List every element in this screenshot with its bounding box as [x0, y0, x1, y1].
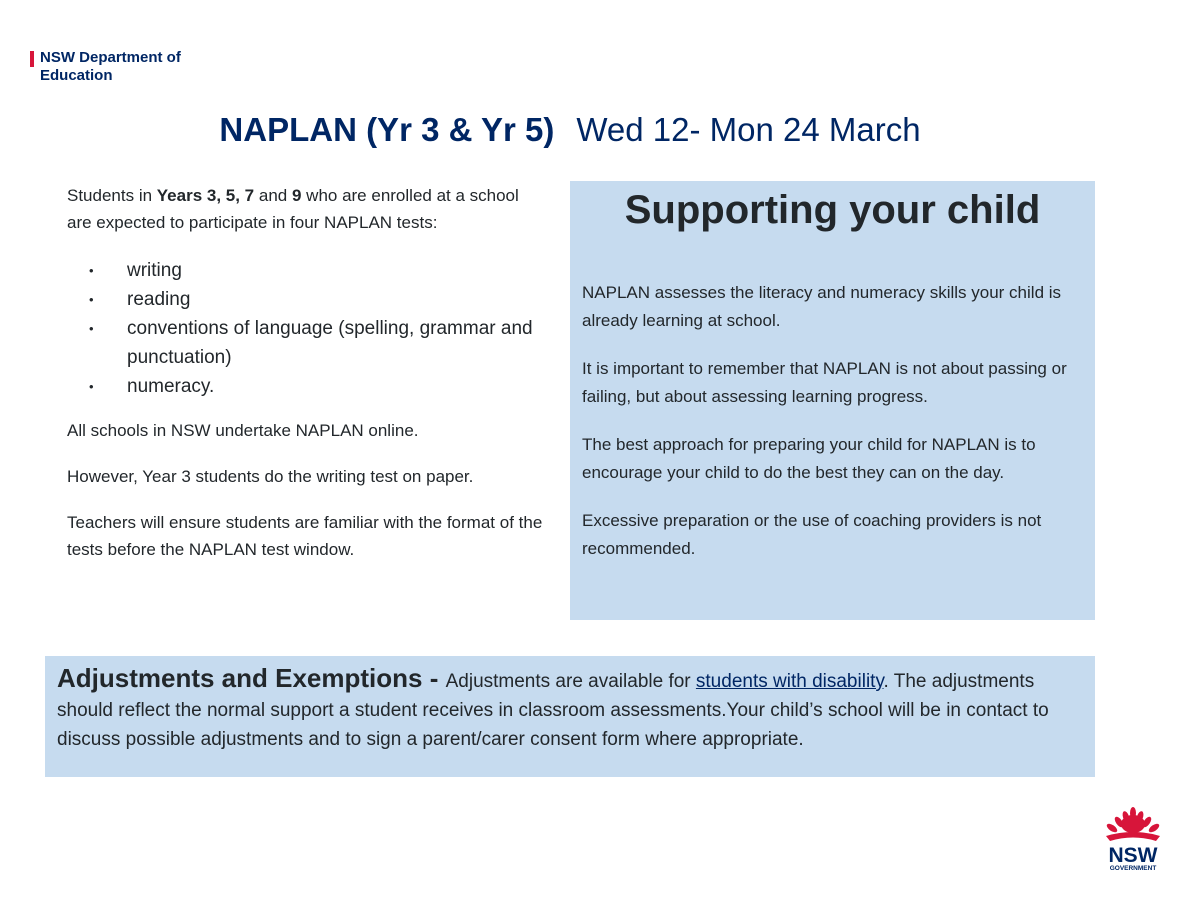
intro-post: who are enrolled at a school are expected to participate in four NAPLAN tests:: [67, 186, 519, 232]
adjustments-heading: Adjustments and Exemptions -: [57, 663, 446, 693]
adjustments-text-post: . The adjustments should reflect the normal support a student receives in classroom assessments.Your child’s school will be in contact to discuss possible adjustments and to sign a parent/carer consent form where appropriate.: [57, 671, 1049, 750]
title-dates: Wed 12- Mon 24 March: [576, 111, 921, 148]
support-paragraph: It is important to remember that NAPLAN is not about passing or failing, but about assessing learning progress.: [582, 359, 1067, 406]
brand-accent-bar: [30, 51, 34, 67]
info-column: [67, 182, 547, 582]
support-paragraph: NAPLAN assesses the literacy and numeracy skills your child is already learning at school.: [582, 283, 1062, 330]
page-title: [0, 108, 1140, 152]
teachers-paragraph: Teachers will ensure students are familiar with the format of the tests before the NAPLAN test window.: [67, 513, 543, 559]
support-paragraph: The best approach for preparing your child for NAPLAN is to encourage your child to do the best they can on the day.: [582, 435, 1036, 482]
support-paragraph: Excessive preparation or the use of coaching providers is not recommended.: [582, 511, 1042, 558]
list-item-label: numeracy.: [127, 376, 215, 397]
brand-name: [40, 49, 181, 85]
list-item-label: reading: [127, 289, 191, 310]
paper-paragraph: However, Year 3 students do the writing test on paper.: [67, 467, 474, 486]
brand-header: [30, 49, 181, 85]
list-item-label: writing: [127, 260, 182, 281]
adjustments-text-pre: Adjustments are available for: [445, 671, 696, 692]
online-paragraph: All schools in NSW undertake NAPLAN online.: [67, 421, 419, 440]
intro-nine: 9: [291, 186, 302, 205]
intro-and: and: [254, 186, 292, 205]
bullet-icon: •: [89, 321, 94, 336]
test-list: [67, 256, 547, 401]
intro-pre: Students in: [67, 186, 157, 205]
brand-line-1: NSW Department of: [40, 49, 181, 66]
logo-main-text: NSW: [1108, 844, 1158, 867]
nsw-government-logo: [1100, 806, 1166, 872]
list-item: [67, 285, 547, 314]
students-with-disability-link[interactable]: students with disability: [695, 671, 884, 692]
intro-years: Years 3, 5, 7: [156, 186, 255, 205]
list-item: [67, 256, 547, 285]
bullet-icon: •: [89, 292, 94, 307]
support-heading: Supporting your child: [624, 188, 1041, 232]
intro-paragraph: [67, 182, 547, 236]
list-item-label: conventions of language (spelling, grammar and punctuation): [127, 318, 533, 368]
bullet-icon: •: [89, 263, 94, 278]
brand-line-2: Education: [40, 67, 113, 84]
bullet-icon: •: [89, 379, 94, 394]
list-item: [67, 314, 547, 372]
supporting-your-child-panel: [570, 181, 1095, 620]
title-main: NAPLAN (Yr 3 & Yr 5): [219, 111, 555, 148]
list-item: [67, 372, 547, 401]
logo-sub-text: GOVERNMENT: [1109, 865, 1157, 872]
adjustments-panel: [45, 656, 1095, 777]
support-body: [582, 279, 1083, 563]
waratah-icon: [1105, 807, 1160, 841]
